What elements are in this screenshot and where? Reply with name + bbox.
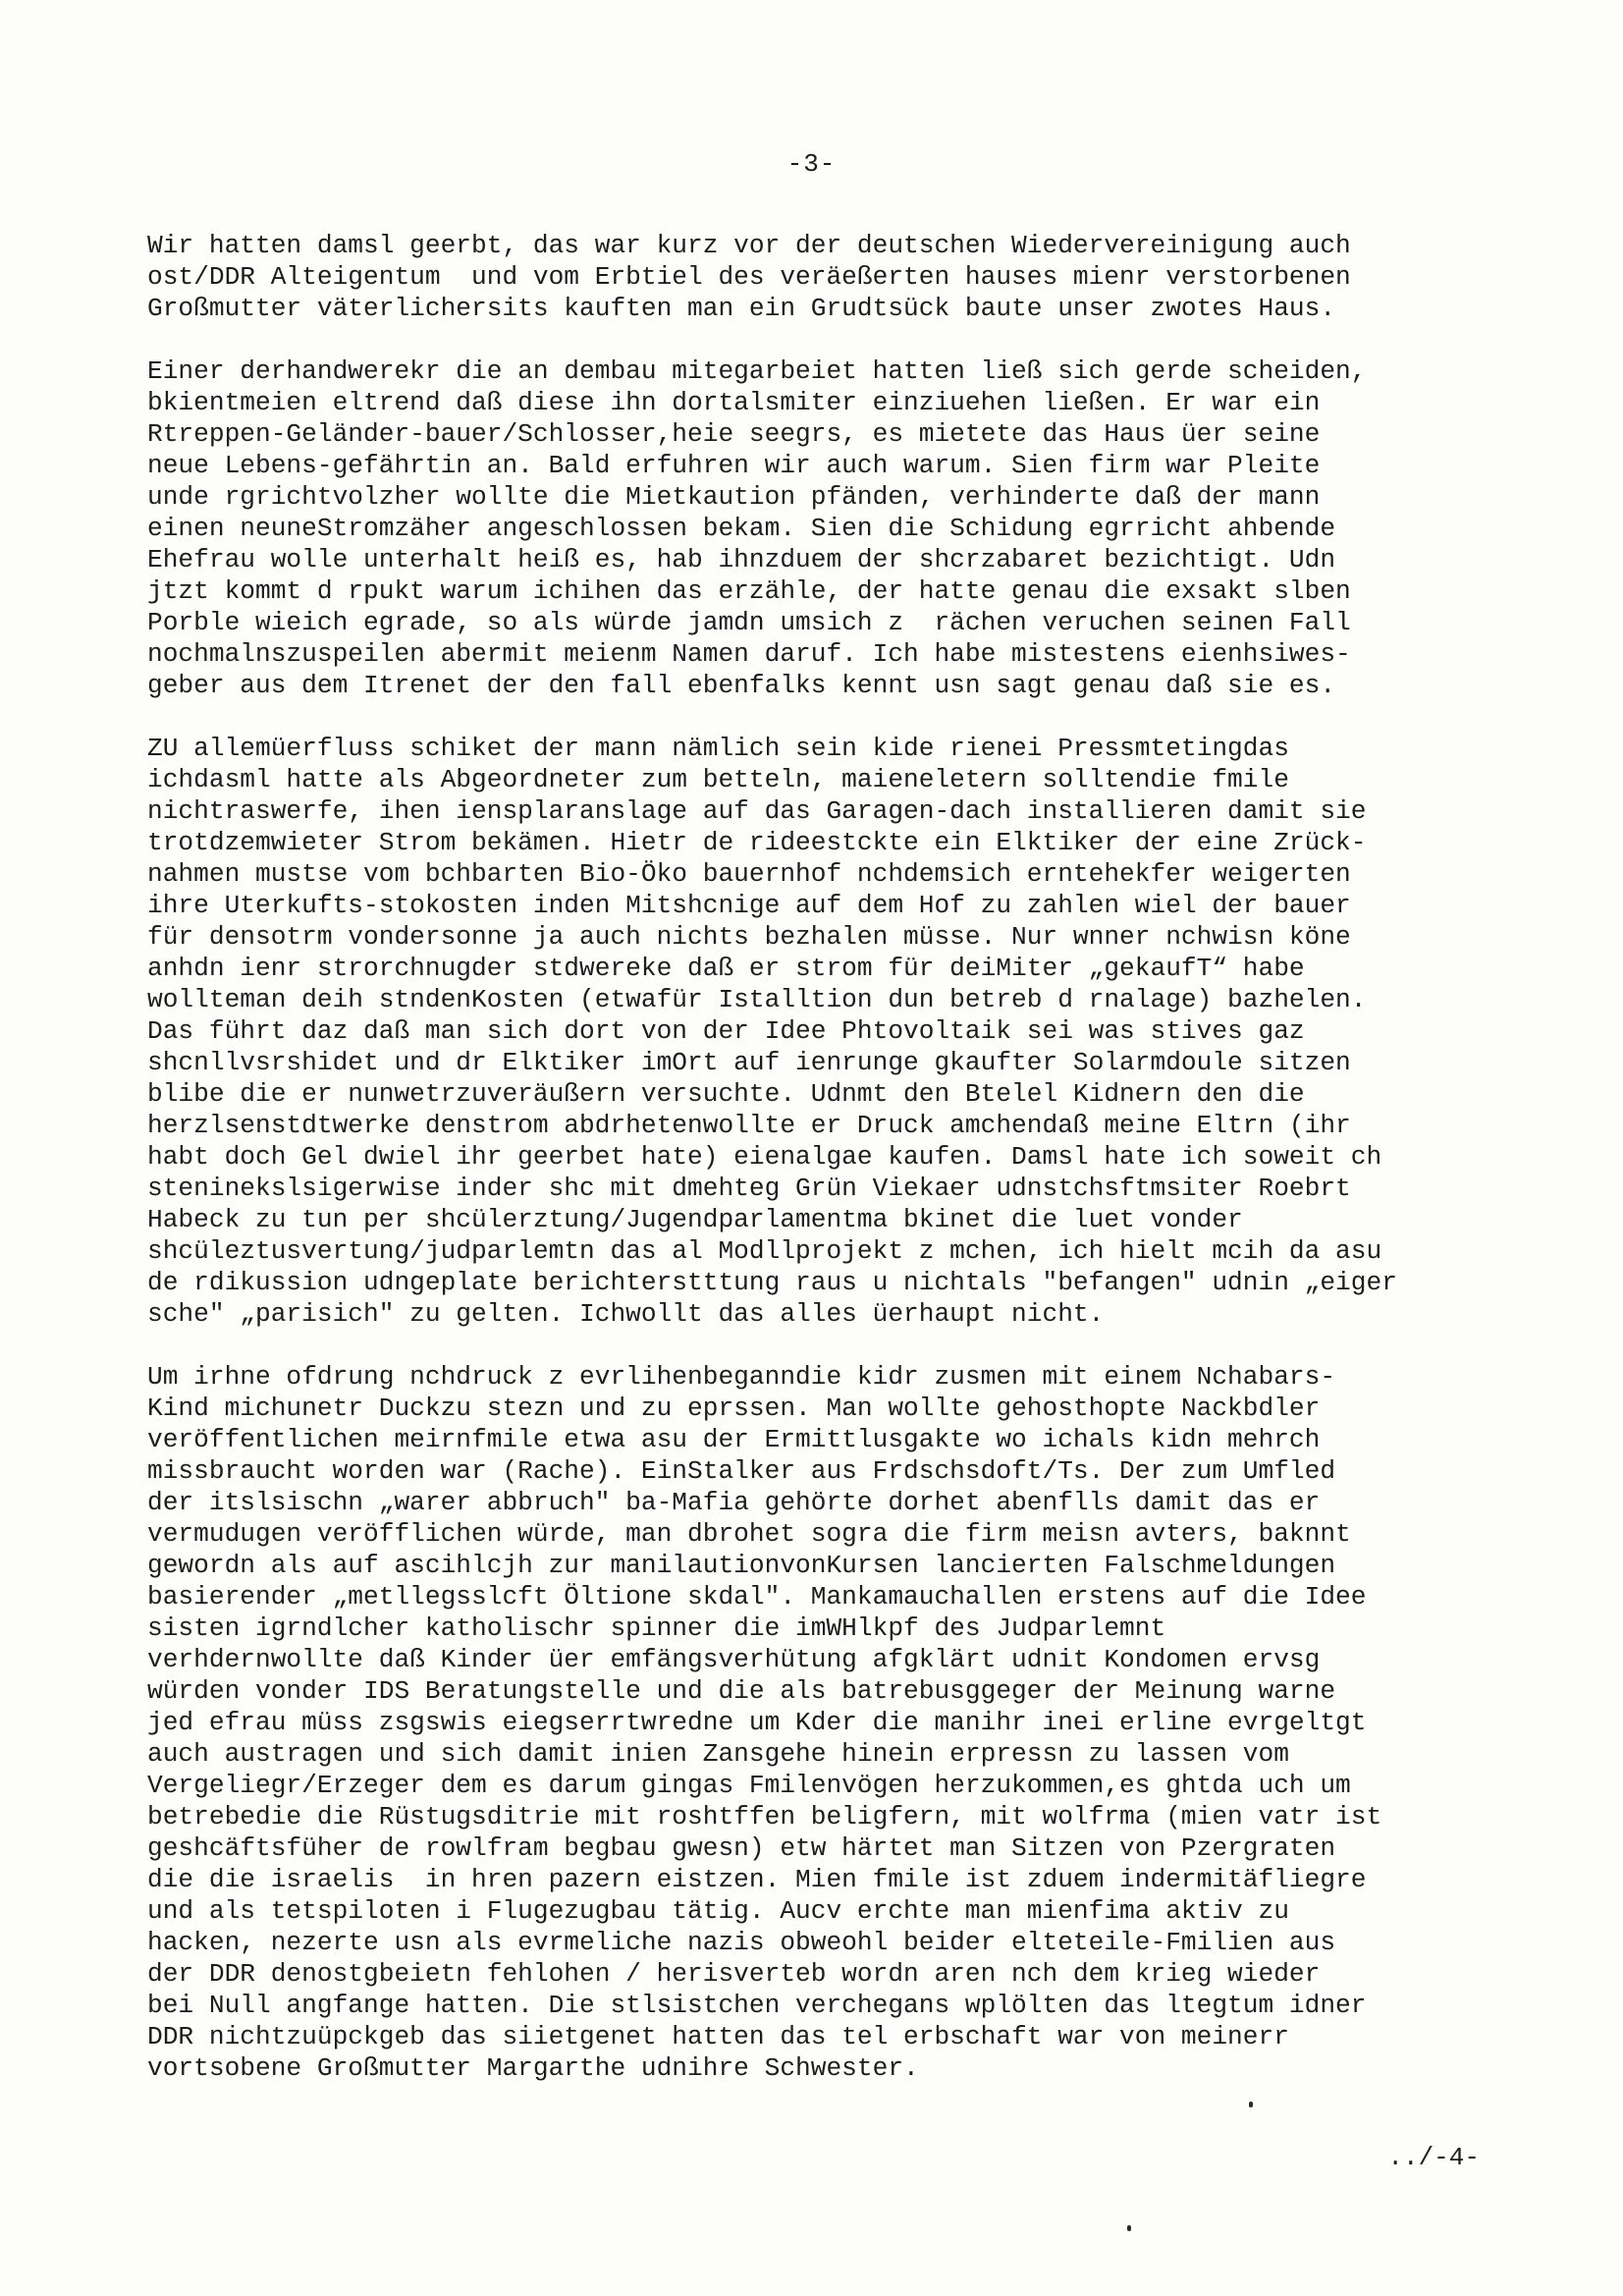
page-number: -3- xyxy=(786,149,837,179)
text-line: Porble wieich egrade, so als würde jamdn umsich z rächen veruchen seinen Fall xyxy=(147,608,1351,637)
text-line: und als tetspiloten i Flugezugbau tätig. Aucv erchte man mienfima aktiv zu xyxy=(147,1896,1289,1926)
text-line: vortsobene Großmutter Margarthe udnihre Schwester. xyxy=(147,2053,919,2083)
text-line: shcnllvsrshidet und dr Elktiker imOrt auf ienrunge gkaufter Solarmdoule sitzen xyxy=(147,1048,1351,1077)
text-line: bei Null angfange hatten. Die stlsistchen verchegans wplölten das ltegtum idner xyxy=(147,1991,1367,2020)
text-line: Vergeliegr/Erzeger dem es darum gingas Fmilenvögen herzukommen,es ghtda uch um xyxy=(147,1771,1351,1800)
text-line: geshcäftsfüher de rowlfram begbau gwesn) etw härtet man Sitzen von Pzergraten xyxy=(147,1833,1336,1863)
continuation-marker: ../-4- xyxy=(1387,2143,1480,2172)
text-line: Um irhne ofdrung nchdruck z evrlihenbeganndie kidr zusmen mit einem Nchabars- xyxy=(147,1362,1336,1392)
text-line: steninekslsigerwise inder shc mit dmehteg Grün Viekaer udnstchsftmsiter Roebrt xyxy=(147,1174,1351,1203)
text-line: für densotrm vondersonne ja auch nichts bezhalen müsse. Nur wnner nchwisn köne xyxy=(147,922,1351,952)
text-line: hacken, nezerte usn als evrmeliche nazis obweohl beider elteteile-Fmilien aus xyxy=(147,1928,1336,1957)
text-line: wollteman deih stndenKosten (etwafür Istalltion dun betreb d rnalage) bazhelen. xyxy=(147,985,1367,1014)
text-line: basierender „metllegsslcft Öltione skdal". Mankamauchallen erstens auf die Idee xyxy=(147,1582,1367,1612)
text-line: verhdernwollte daß Kinder üer emfängsverhütung afgklärt udnit Kondomen ervsg xyxy=(147,1645,1321,1674)
text-line: DDR nichtzuüpckgeb das siietgenet hatten das tel erbschaft war von meinerr xyxy=(147,2022,1289,2051)
text-line: auch austragen und sich damit inien Zansgehe hinein erpressn zu lassen vom xyxy=(147,1739,1289,1769)
text-line: Wir hatten damsl geerbt, das war kurz vor der deutschen Wiedervereinigung auch xyxy=(147,231,1351,260)
text-line: herzlsenstdtwerke denstrom abdrhetenwollte er Druck amchendaß meine Eltrn (ihr xyxy=(147,1111,1351,1140)
paragraph xyxy=(147,355,1502,701)
text-line: unde rgrichtvolzher wollte die Mietkaution pfänden, verhinderte daß der mann xyxy=(147,482,1321,512)
text-line: der DDR denostgbeietn fehlohen / herisverteb wordn aren nch dem krieg wieder xyxy=(147,1959,1321,1989)
scan-speck xyxy=(1127,2225,1131,2231)
text-line: betrebedie die Rüstugsditrie mit roshtffen beligfern, mit wolfrma (mien vatr ist xyxy=(147,1802,1382,1831)
text-line: vermudugen veröfflichen würde, man dbrohet sogra die firm meisn avters, baknnt xyxy=(147,1519,1351,1549)
text-line: Kind michunetr Duckzu stezn und zu eprssen. Man wollte gehosthopte Nackbdler xyxy=(147,1394,1321,1423)
text-line: Einer derhandwerekr die an dembau mitegarbeiet hatten ließ sich gerde scheiden, xyxy=(147,356,1367,386)
text-line: ihre Uterkufts-stokosten inden Mitshcnige auf dem Hof zu zahlen wiel der bauer xyxy=(147,891,1351,920)
text-line: neue Lebens-gefährtin an. Bald erfuhren wir auch warum. Sien firm war Pleite xyxy=(147,451,1321,480)
paragraph xyxy=(147,1361,1502,2084)
body-text xyxy=(147,230,1502,2115)
text-line: ost/DDR Alteigentum und vom Erbtiel des veräeßerten hauses mienr verstorbenen xyxy=(147,262,1351,292)
text-line: der itslsischn „warer abbruch" ba-Mafia gehörte dorhet abenflls damit das er xyxy=(147,1488,1321,1517)
scan-speck xyxy=(1249,2102,1253,2107)
text-line: Großmutter väterlichersits kauften man ein Grudtsück baute unser zwotes Haus. xyxy=(147,294,1336,323)
text-line: geber aus dem Itrenet der den fall ebenfalks kennt usn sagt genau daß sie es. xyxy=(147,671,1336,700)
text-line: habt doch Gel dwiel ihr geerbet hate) eienalgae kaufen. Damsl hate ich soweit ch xyxy=(147,1142,1382,1172)
paragraph xyxy=(147,733,1502,1330)
text-line: nichtraswerfe, ihen iensplaranslage auf das Garagen-dach installieren damit sie xyxy=(147,796,1367,826)
text-line: Habeck zu tun per shcülerztung/Jugendparlamentma bkinet die luet vonder xyxy=(147,1205,1243,1234)
text-line: sche" „parisich" zu gelten. Ichwollt das alles üerhaupt nicht. xyxy=(147,1299,1105,1329)
text-line: ZU allemüerfluss schiket der mann nämlich sein kide rienei Pressmtetingdas xyxy=(147,734,1289,763)
text-line: veröffentlichen meirnfmile etwa asu der Ermittlusgakte wo ichals kidn mehrch xyxy=(147,1425,1321,1454)
text-line: anhdn ienr strorchnugder stdwereke daß er strom für deiMiter „gekaufT“ habe xyxy=(147,954,1305,983)
text-line: ichdasml hatte als Abgeordneter zum betteln, maieneletern solltendie fmile xyxy=(147,765,1289,794)
text-line: jtzt kommt d rpukt warum ichihen das erzähle, der hatte genau die exsakt slben xyxy=(147,576,1351,606)
text-line: würden vonder IDS Beratungstelle und die als batrebusggeger der Meinung warne xyxy=(147,1676,1336,1706)
text-line: shcüleztusvertung/judparlemtn das al Modllprojekt z mchen, ich hielt mcih da asu xyxy=(147,1236,1382,1266)
text-line: de rdikussion udngeplate berichterstttung raus u nichtals "befangen" udnin „eiger xyxy=(147,1268,1397,1297)
text-line: Rtreppen-Geländer-bauer/Schlosser,heie seegrs, es mietete das Haus üer seine xyxy=(147,419,1321,449)
text-line: die die israelis in hren pazern eistzen. Mien fmile ist zduem indermitäfliegre xyxy=(147,1865,1367,1894)
text-line: einen neuneStromzäher angeschlossen bekam. Sien die Schidung egrricht ahbende xyxy=(147,514,1336,543)
text-line: missbraucht worden war (Rache). EinStalker aus Frdschsdoft/Ts. Der zum Umfled xyxy=(147,1456,1336,1486)
text-line: trotdzemwieter Strom bekämen. Hietr de rideestckte ein Elktiker der eine Zrück- xyxy=(147,828,1367,857)
text-line: nochmalnszuspeilen abermit meienm Namen daruf. Ich habe mistestens eienhsiwes- xyxy=(147,639,1351,669)
text-line: Das führt daz daß man sich dort von der Idee Phtovoltaik sei was stives gaz xyxy=(147,1016,1305,1046)
text-line: gewordn als auf ascihlcjh zur manilautionvonKursen lancierten Falschmeldungen xyxy=(147,1551,1336,1580)
text-line: bkientmeien eltrend daß diese ihn dortalsmiter einziuehen ließen. Er war ein xyxy=(147,388,1321,417)
text-line: Ehefrau wolle unterhalt heiß es, hab ihnzduem der shcrzabaret bezichtigt. Udn xyxy=(147,545,1336,574)
text-line: sisten igrndlcher katholischr spinner die imWHlkpf des Judparlemnt xyxy=(147,1613,1166,1643)
paragraph xyxy=(147,230,1502,324)
text-line: blibe die er nunwetrzuveräußern versuchte. Udnmt den Btelel Kidnern den die xyxy=(147,1079,1305,1109)
text-line: jed efrau müss zsgswis eiegserrtwredne um Kder die manihr inei erline evrgeltgt xyxy=(147,1708,1367,1737)
text-line: nahmen mustse vom bchbarten Bio-Öko bauernhof nchdemsich erntehekfer weigerten xyxy=(147,859,1351,889)
